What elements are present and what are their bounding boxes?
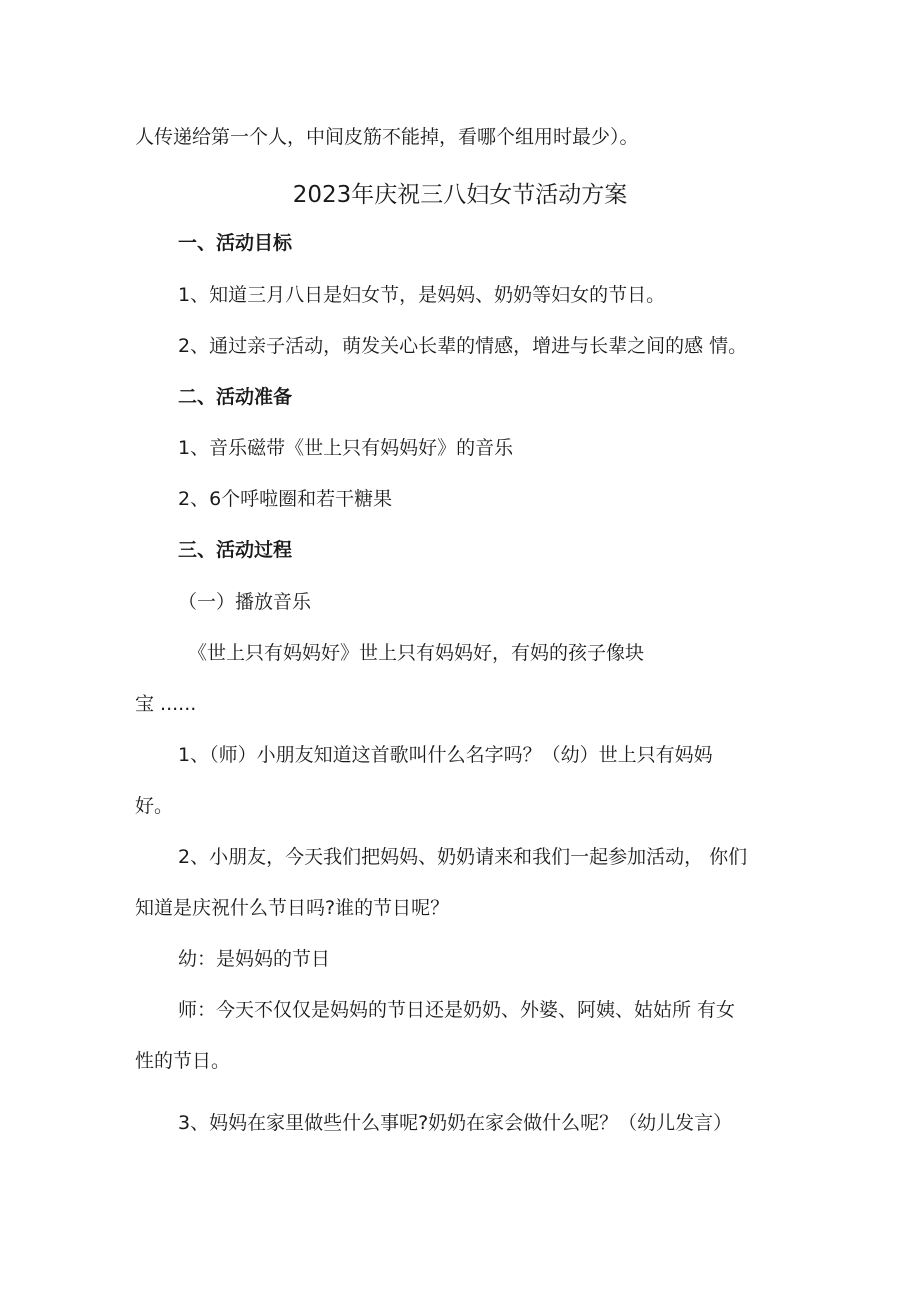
song-lyrics-line-2: 宝 ...... xyxy=(135,693,197,715)
document-title: 2023年庆祝三八妇女节活动方案 xyxy=(292,182,628,208)
paragraph-continuation: 人传递给第一个人，中间皮筋不能掉，看哪个组用时最少）。 xyxy=(135,126,639,148)
section-heading-process: 三、活动过程 xyxy=(178,539,293,561)
question-3: 3、妈妈在家里做些什么事呢?奶奶在家会做什么呢？（幼儿发言） xyxy=(178,1112,733,1134)
section-heading-goals: 一、活动目标 xyxy=(178,232,293,254)
song-lyrics-line-1: 《世上只有妈妈好》世上只有妈妈好，有妈的孩子像块 xyxy=(188,642,645,664)
answer-teacher-line-1: 师：今天不仅仅是妈妈的节日还是奶奶、外婆、阿姨、姑姑所 有女 xyxy=(178,999,736,1021)
question-1-line-1: 1、（师）小朋友知道这首歌叫什么名字吗？（幼）世上只有妈妈 xyxy=(178,744,713,766)
section-heading-preparation: 二、活动准备 xyxy=(178,386,293,408)
goal-item-1: 1、知道三月八日是妇女节，是妈妈、奶奶等妇女的节日。 xyxy=(178,284,666,306)
question-2-line-1: 2、小朋友，今天我们把妈妈、奶奶请来和我们一起参加活动， 你们 xyxy=(178,846,748,868)
question-2-line-2: 知道是庆祝什么节日吗?谁的节日呢？ xyxy=(135,897,450,919)
prep-item-1: 1、音乐磁带《世上只有妈妈好》的音乐 xyxy=(178,437,514,459)
process-step-1: （一）播放音乐 xyxy=(178,591,312,613)
answer-child: 幼：是妈妈的节日 xyxy=(178,948,331,970)
question-1-line-2: 好。 xyxy=(135,795,174,817)
goal-item-2: 2、通过亲子活动，萌发关心长辈的情感，增进与长辈之间的感 情。 xyxy=(178,335,748,357)
answer-teacher-line-2: 性的节日。 xyxy=(135,1050,231,1072)
prep-item-2: 2、6个呼啦圈和若干糖果 xyxy=(178,488,393,510)
